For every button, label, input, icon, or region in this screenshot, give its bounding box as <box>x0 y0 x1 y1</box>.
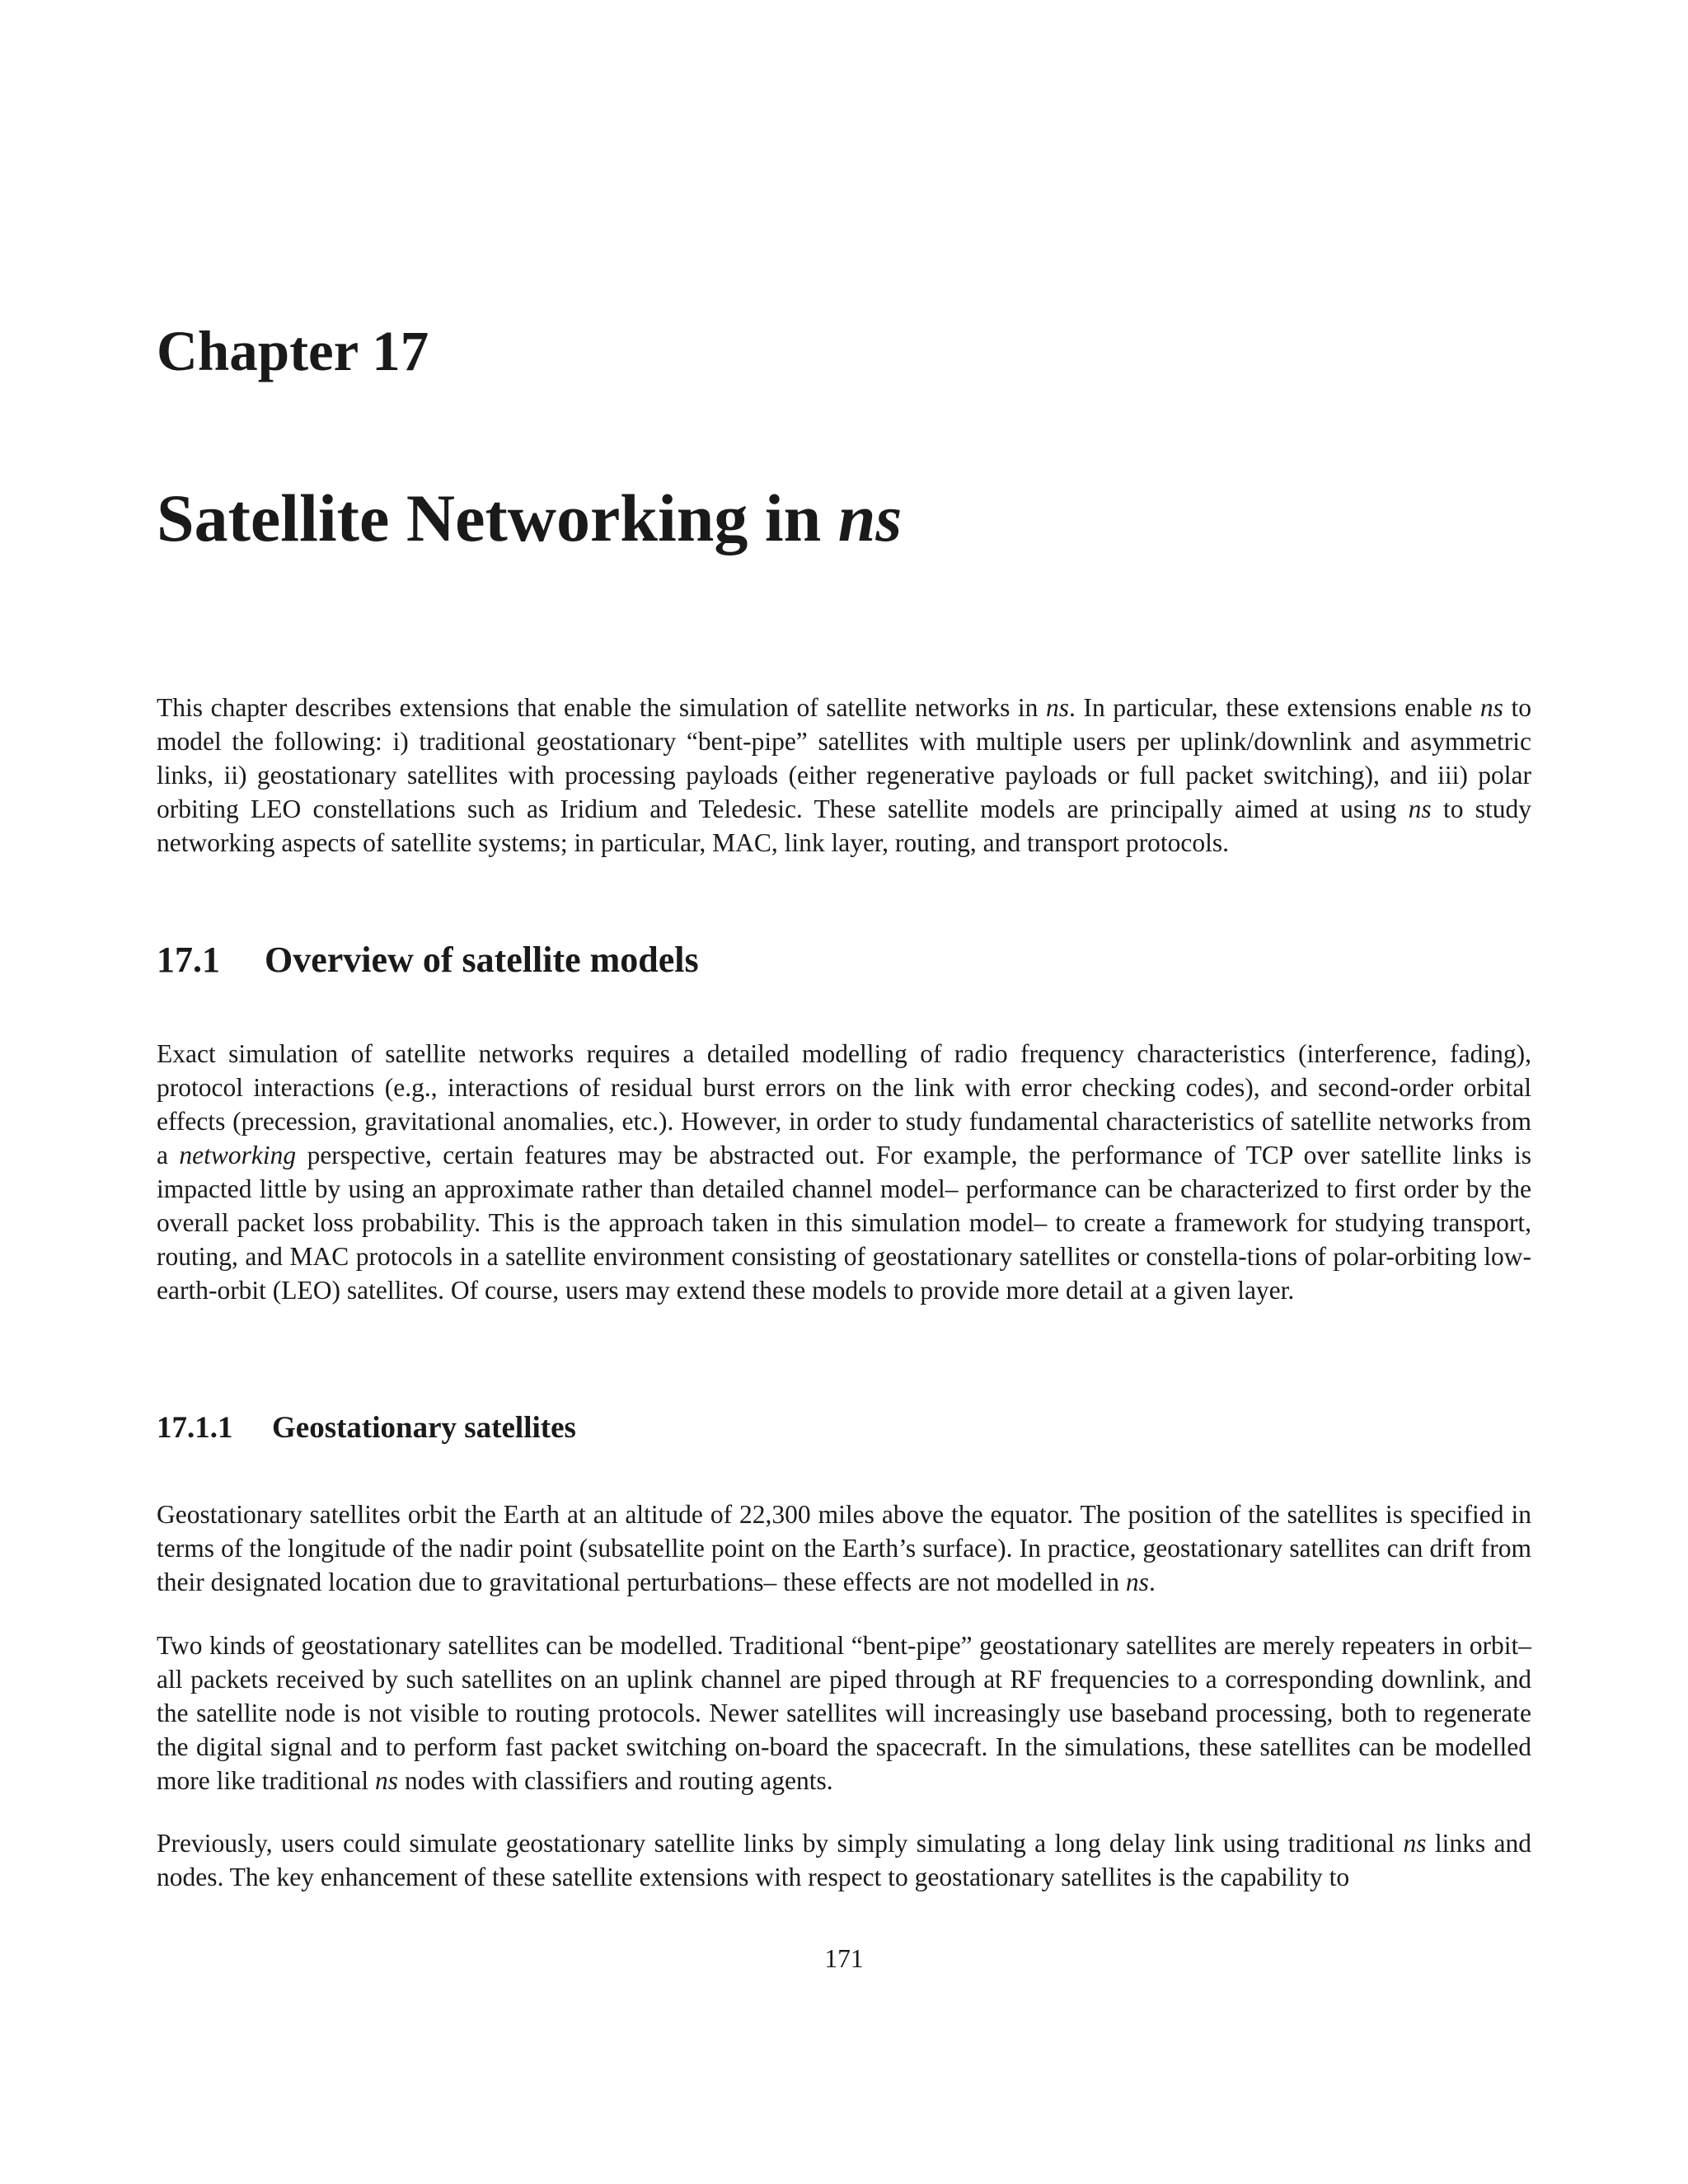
geostationary-paragraph-3: Previously, users could simulate geostationary satellite links by simply simulating a long delay link using traditional ns links and nodes. The key enhancement of these satellite extensions with respect to geostationary satellites is the capability to <box>157 1829 1532 1891</box>
chapter-title-ns: ns <box>837 480 903 555</box>
overview-paragraph: Exact simulation of satellite networks requires a detailed modelling of radio frequency characteristics (interference, fading), protocol interactions (e.g., interactions of residual burst errors on the link with error checking codes), and second-order orbital effects (precession, gravitational anomalies, etc.). However, in order to study fundamental characteristics of satellite networks from a networking perspective, certain features may be abstracted out. For example, the performance of TCP over satellite links is impacted little by using an approximate rather than detailed channel model– performance can be characterized to first order by the overall packet loss probability. This is the approach taken in this simulation model– to create a framework for studying transport, routing, and MAC protocols in a satellite environment consisting of geostationary satellites or constella-tions of polar-orbiting low-earth-orbit (LEO) satellites. Of course, users may extend these models to provide more detail at a given layer. <box>157 1039 1532 1305</box>
geostationary-paragraph-1: Geostationary satellites orbit the Earth at an altitude of 22,300 miles above the equator. The position of the satellites is specified in terms of the longitude of the nadir point (subsatellite point on the Earth’s surface). In practice, geostationary satellites can drift from their designated location due to gravitational perturbations– these effects are not modelled in ns. <box>157 1500 1531 1596</box>
section-title: Overview of satellite models <box>265 940 699 980</box>
page-number: 171 <box>824 1944 864 1973</box>
section-heading-17-1 <box>157 942 699 978</box>
chapter-title <box>157 480 903 555</box>
subsection-heading-17-1-1 <box>157 1413 576 1443</box>
geostationary-paragraph-2: Two kinds of geostationary satellites can be modelled. Traditional “bent-pipe” geostationary satellites are merely repeaters in orbit– all packets received by such satellites on an uplink channel are piped through at RF frequencies to a corresponding downlink, and the satellite node is not visible to routing protocols. Newer satellites will increasingly use baseband processing, both to regenerate the digital signal and to perform fast packet switching on-board the spacecraft. In the simulations, these satellites can be modelled more like traditional ns nodes with classifiers and routing agents. <box>157 1631 1531 1795</box>
subsection-number: 17.1.1 <box>157 1411 233 1445</box>
document-page <box>157 0 1531 2184</box>
subsection-title: Geostationary satellites <box>272 1411 576 1445</box>
section-number: 17.1 <box>157 940 220 980</box>
intro-paragraph: This chapter describes extensions that enable the simulation of satellite networks in ns. In particular, these extensions enable ns to model the following: i) traditional geostationary “bent-pipe” satellites with multiple users per uplink/downlink and asymmetric links, ii) geostationary satellites with processing payloads (either regenerative payloads or full packet switching), and iii) polar orbiting LEO constellations such as Iridium and Teledesic. These satellite models are principally aimed at using ns to study networking aspects of satellite systems; in particular, MAC, link layer, routing, and transport protocols. <box>157 693 1531 857</box>
chapter-title-text: Satellite Networking in <box>157 480 838 555</box>
chapter-label: Chapter 17 <box>157 320 429 382</box>
